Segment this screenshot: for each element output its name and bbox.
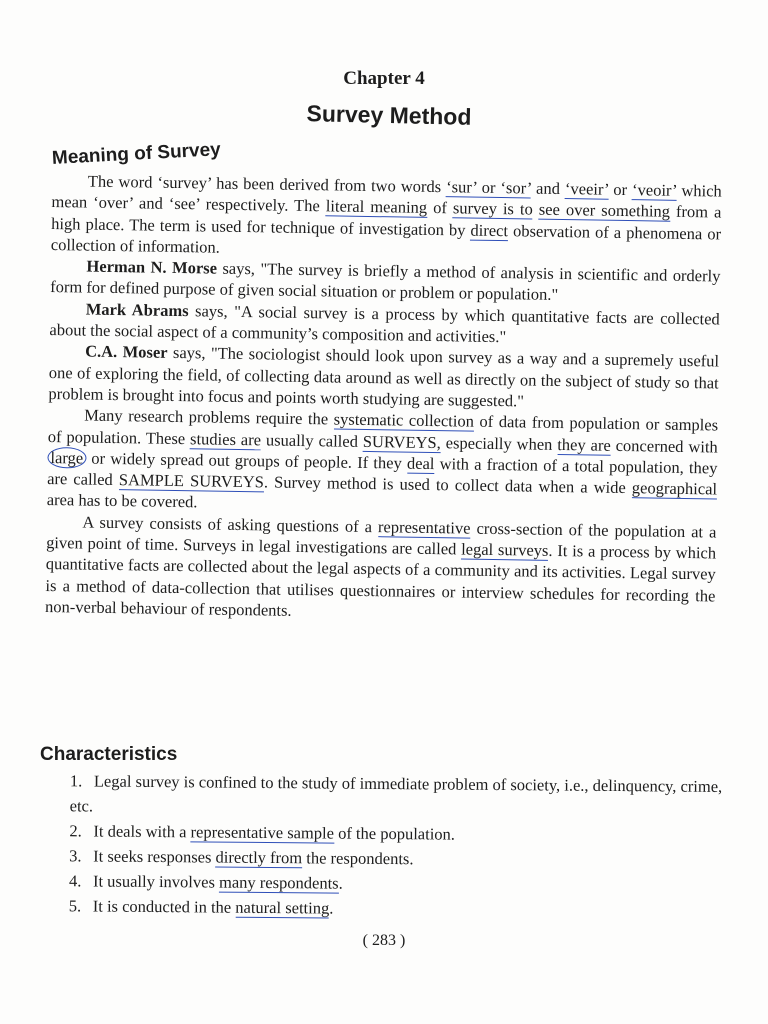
text-span: especially when xyxy=(440,432,558,454)
annotated-text: ‘veeir’ xyxy=(564,179,609,199)
meaning-heading: Meaning of Survey xyxy=(51,139,222,169)
text-span: usually called xyxy=(260,429,363,451)
annotated-text: they are xyxy=(557,434,611,455)
text-span: cross-section of the population at a given point of time. Surveys in legal investigations are called xyxy=(45,518,717,559)
text-span: from a high place. The term is used for technique of investigation by xyxy=(51,202,722,240)
text-span: area has to be covered. xyxy=(46,490,198,512)
page-number: ( 283 ) xyxy=(362,932,406,949)
annotated-text: studies are xyxy=(189,428,262,449)
characteristics-heading: Characteristics xyxy=(40,744,178,765)
text-span: and xyxy=(530,178,566,199)
annotated-text: ‘sur’ or ‘sor’ xyxy=(446,177,532,198)
annotated-text: deal xyxy=(406,453,435,473)
annotated-text: representative xyxy=(377,516,471,538)
text-span: or widely spread out groups of people. If they xyxy=(86,448,408,473)
item-number: 4. xyxy=(68,871,82,891)
text-span: A survey consists of asking questions of a xyxy=(82,512,379,536)
item-number: 5. xyxy=(68,896,82,916)
annotated-text: many respondents xyxy=(218,872,339,893)
item-number: 3. xyxy=(69,846,82,866)
paragraph-moser xyxy=(48,340,719,414)
item-text: It seeks responses xyxy=(93,846,216,867)
author-name: Herman N. Morse xyxy=(86,256,218,278)
text-span: . It is a process by which quantitative facts are collected about the legal aspects of a community and its activities. Legal survey is a method of data-collection that utilises questionnaires or interview schedules for recording the non-verbal behaviour of respondents. xyxy=(44,540,717,620)
item-text: It usually involves xyxy=(92,871,220,892)
text-span: of data from population or samples of population. These xyxy=(47,411,719,448)
item-text: It deals with a xyxy=(93,821,191,842)
annotated-text: systematic collection xyxy=(333,409,475,431)
annotated-text: geographical xyxy=(631,478,718,499)
annotated-text: natural setting xyxy=(235,897,330,918)
paragraph-research-problems xyxy=(47,404,719,521)
text-span: The word ‘survey’ has been derived from two words xyxy=(87,171,447,197)
author-name: Mark Abrams xyxy=(85,299,189,320)
annotated-text: SURVEYS, xyxy=(362,431,441,452)
text-span: . Survey method is used to collect data when a wide xyxy=(263,472,633,498)
quote-text: says, "The survey is briefly a method of analysis in scientific and orderly form for defined purpose of given social situation or problem or population." xyxy=(50,258,721,305)
item-number: 1. xyxy=(69,771,83,791)
text-span: with a fraction of a total population, they are called xyxy=(47,453,718,490)
item-text: the respondents. xyxy=(302,848,414,869)
item-text: of the population. xyxy=(333,823,456,844)
annotated-text: ‘veoir’ xyxy=(631,180,677,200)
annotated-text: directly from xyxy=(215,847,303,868)
quote-text: says, "The sociologist should look upon survey as a way and a supremely useful one of exploring the field, of collecting data around as well as directly on the subject of study so that problem is brought into focus and points worth studying are suggested." xyxy=(48,343,720,411)
page-title: Survey Method xyxy=(306,100,472,130)
annotated-text: representative sample xyxy=(190,822,335,843)
chapter-label: Chapter 4 xyxy=(343,68,425,89)
annotated-text: direct xyxy=(470,220,509,240)
annotated-text: survey is to xyxy=(452,198,533,219)
annotated-text: SAMPLE SURVEYS xyxy=(118,470,265,492)
annotated-text: legal surveys xyxy=(461,539,549,560)
text-span: Many research problems require the xyxy=(84,405,334,429)
characteristics-list xyxy=(39,768,730,924)
text-span: which mean ‘over’ and ‘see’ respectively. The xyxy=(51,180,722,216)
annotated-text: literal meaning xyxy=(325,196,428,218)
quote-text: says, "A social survey is a process by which quantitative facts are collected about the social aspect of a community’s composition and activities." xyxy=(49,300,720,347)
item-number: 2. xyxy=(69,821,82,841)
item-text: Legal survey is confined to the study of immediate problem of society, i.e., delinquency, crime, etc. xyxy=(69,771,723,816)
item-text: . xyxy=(338,873,343,893)
list-item xyxy=(39,893,729,924)
text-span: concerned with xyxy=(610,435,718,457)
text-span: or xyxy=(608,179,633,200)
annotated-text: see over something xyxy=(538,199,671,222)
list-item xyxy=(40,768,730,824)
paragraph-definition xyxy=(51,170,722,266)
item-text: . xyxy=(329,898,334,918)
author-name: C.A. Moser xyxy=(85,341,168,363)
paragraph-survey-consists xyxy=(45,511,717,628)
text-span: of xyxy=(426,198,454,218)
circled-text: large xyxy=(47,447,86,469)
item-text: It is conducted in the xyxy=(92,896,236,917)
meaning-body xyxy=(45,170,722,628)
text-span: observation of a phenomena or collection of information. xyxy=(50,220,722,257)
